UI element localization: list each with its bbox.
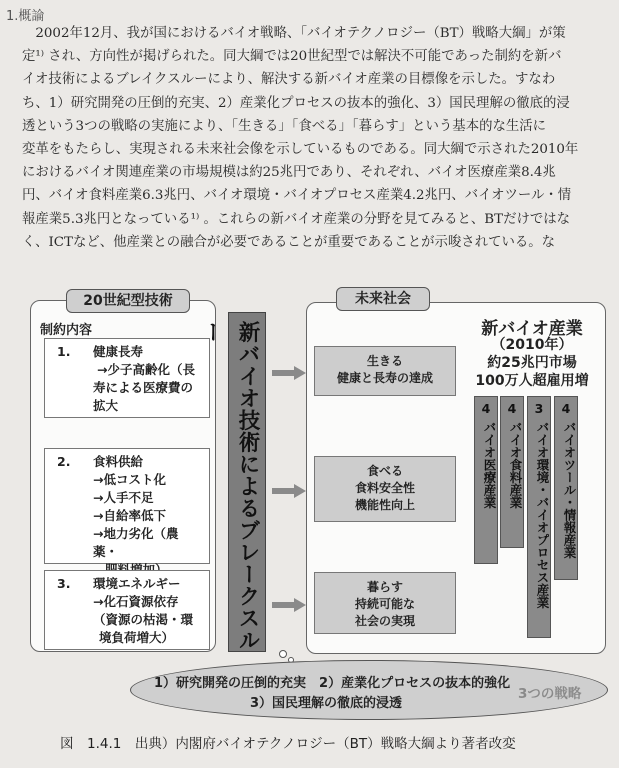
- constraint-line: （資源の枯渇・環: [93, 612, 194, 627]
- goal-box-live: [314, 346, 456, 396]
- paragraph-line: く、ICTなど、他産業との融合が必要であることが重要であることが示唆されている。な: [22, 234, 556, 250]
- constraint-line: 寿による医療費の: [93, 380, 194, 395]
- paragraph-line: におけるバイオ関連産業の市場規模は約25兆円であり、それぞれ、バイオ医療産業8.4兆: [22, 165, 556, 181]
- industry-year: （2010年）: [491, 337, 573, 353]
- industry-bar-tools: [554, 396, 578, 580]
- right-arrow-icon: [272, 598, 306, 612]
- goal-line: 生きる: [366, 354, 403, 368]
- constraint-number: 1.: [57, 344, 71, 359]
- paragraph-line: イオ技術によるブレイクスルーにより、解決する新バイオ産業の目標像を示した。すなわ: [22, 72, 556, 88]
- goal-line: 暮らす: [366, 580, 403, 594]
- paragraph-line: 円、バイオ食料産業6.3兆円、バイオ環境・バイオプロセス産業4.2兆円、バイオツール・情: [22, 188, 572, 204]
- industry-value: 4: [481, 401, 491, 416]
- paragraph-line: 報産業5.3兆円となっている¹⁾ 。これらの新バイオ産業の分野を見てみると、BTだけではな: [22, 211, 571, 227]
- constraint-line: →化石資源依存: [93, 594, 179, 609]
- strategy-line-2: 3）国民理解の徹底的浸透: [250, 696, 403, 711]
- constraint-line: →地力劣化（農薬・: [93, 526, 179, 559]
- industry-bar-environment: [527, 396, 551, 638]
- bubble-dot: [279, 650, 287, 658]
- constraint-line: 拡大: [93, 398, 119, 413]
- industry-value: 4: [507, 401, 517, 416]
- goal-line: 食料安全性: [354, 481, 415, 495]
- paragraph-line: 変革をもたらし、実現される未来社会像を示しているものである。同大綱で示された2010年: [22, 142, 579, 158]
- paragraph-line: 定¹⁾ され、方向性が掲げられた。同大綱では20世紀型では解決不可能であった制約を新バ: [22, 49, 562, 65]
- industry-bar-food: [500, 396, 524, 548]
- section-title: 1.概論: [6, 9, 45, 24]
- constraint-line: →低コスト化: [93, 472, 166, 487]
- goal-line: 機能性向上: [354, 498, 415, 512]
- constraint-box-food: [44, 448, 210, 564]
- constraint-line: →自給率低下: [93, 508, 166, 523]
- paragraph-line: 2002年12月、我が国におけるバイオ戦略、「バイオテクノロジー（BT）戦略大綱」が策: [22, 26, 566, 41]
- goal-box-living: [314, 572, 456, 634]
- constraint-line: →少子高齢化（長: [97, 362, 195, 377]
- constraint-line: 境負荷増大）: [99, 630, 175, 645]
- goal-box-eat: [314, 456, 456, 522]
- right-panel-title: 未来社会: [336, 287, 430, 311]
- constraints-label: 制約内容: [40, 323, 93, 338]
- paragraph-line: ち、1）研究開発の圧倒的充実、2）産業化プロセスの抜本的強化、3）国民理解の徹底的浸: [22, 95, 570, 111]
- strategy-line-1: 1）研究開発の圧倒的充実 2）産業化プロセスの抜本的強化: [154, 676, 511, 691]
- breakthrough-bar: [199, 312, 266, 652]
- constraint-number: 2.: [57, 454, 71, 469]
- goal-line: 社会の実現: [354, 614, 415, 628]
- constraint-line: 健康長寿: [93, 344, 144, 359]
- industry-bar-medical: [474, 396, 498, 564]
- goal-line: 健康と長寿の達成: [336, 371, 433, 385]
- industry-name: バイオツール・情報産業: [562, 421, 577, 559]
- constraint-box-health: [44, 338, 210, 418]
- constraint-line: 食料供給: [93, 454, 144, 469]
- goal-line: 食べる: [366, 464, 403, 478]
- strategy-label: 3つの戦略: [518, 686, 582, 702]
- industry-jobs: 100万人超雇用増: [475, 373, 589, 389]
- goal-line: 持続可能な: [354, 597, 415, 611]
- industry-name: バイオ食料産業: [508, 421, 523, 509]
- breakthrough-label: 新バイオ技術によるブレークスルー: [199, 321, 260, 651]
- right-arrow-icon: [272, 366, 306, 380]
- industry-value: 4: [561, 401, 571, 416]
- constraint-line: 環境エネルギー: [93, 576, 181, 591]
- constraint-box-environment: [44, 570, 210, 650]
- figure-caption: 図 1.4.1 出典）内閣府バイオテクノロジー（BT）戦略大綱より著者改変: [60, 736, 516, 752]
- industry-value: 3: [534, 401, 544, 416]
- left-panel-title: 20世紀型技術: [66, 289, 190, 313]
- constraint-number: 3.: [57, 576, 71, 591]
- constraint-line: →人手不足: [93, 490, 154, 505]
- industry-name: バイオ環境・バイオプロセス産業: [535, 421, 550, 609]
- industry-market: 約25兆円市場: [487, 355, 577, 371]
- paragraph-line: 透という3つの戦略の実施により、「生きる」「食べる」「暮らす」という基本的な生活に: [22, 118, 547, 134]
- industry-name: バイオ医療産業: [482, 421, 497, 509]
- right-arrow-icon: [272, 484, 306, 498]
- industry-title: 新バイオ産業: [481, 319, 583, 339]
